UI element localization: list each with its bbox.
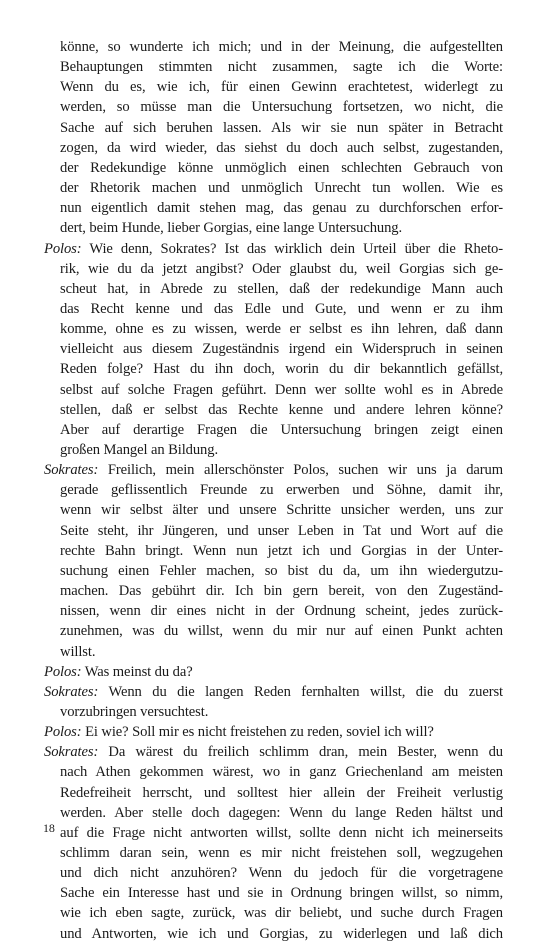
line-text: der Redekundige könne unmöglich einen schlechten Gebrauch von xyxy=(60,159,503,176)
speaker-name: Sokrates: xyxy=(44,744,99,761)
line-text: könne, so wunderte ich mich; und in der Meinung, die aufgestellten xyxy=(60,39,503,55)
page-number: 18 xyxy=(43,821,55,835)
line-text: werden, so müsse man die Untersuchung fortsetzen, wo nicht, die xyxy=(60,99,503,116)
line-text: Reden folge? Hast du ihn doch, worin du dir bekanntlich gefällst, xyxy=(60,361,503,378)
line-text: zogen, da wird wieder, das siehst du doch auch selbst, zugestanden, xyxy=(60,139,503,156)
text-line xyxy=(60,762,503,782)
text-line xyxy=(60,541,503,561)
text-line xyxy=(60,420,503,440)
text-line xyxy=(60,400,503,420)
speaker-line xyxy=(44,239,503,259)
line-text: wenn wir selbst älter und unsere Schritte unsicher werden, uns zur xyxy=(60,502,503,519)
text-line xyxy=(60,521,503,541)
text-line xyxy=(60,924,503,944)
text-line xyxy=(60,299,503,319)
line-text: und dich nicht anzuhören? Wenn du jedoch für die vorgetragene xyxy=(60,865,503,882)
line-text: Was meinst du da? xyxy=(81,663,193,680)
text-line xyxy=(60,359,503,379)
text-line xyxy=(60,702,503,722)
line-text: machen. Das gebührt dir. Ich bin gern bereit, von den Zugeständ- xyxy=(60,583,503,600)
line-text: das Recht kenne und das Edle und Gute, und wenn er zu ihm xyxy=(60,300,503,317)
line-text: auf die Frage nicht antworten willst, sollte denn nicht ich meinerseits xyxy=(60,824,503,841)
text-line xyxy=(60,279,503,299)
text-line xyxy=(60,319,503,339)
line-text: Behauptungen stimmten nicht zusammen, sagte ich die Worte: xyxy=(60,59,503,76)
line-text: Ei wie? Soll mir es nicht freistehen zu reden, soviel ich will? xyxy=(81,724,434,741)
speaker-line xyxy=(44,662,503,682)
speaker-line xyxy=(44,682,503,702)
text-line xyxy=(60,57,503,77)
text-line xyxy=(60,259,503,279)
line-text: Sache ein Interesse hast und sie in Ordnung bringen willst, so nimm, xyxy=(60,885,503,902)
line-text: Freilich, mein allerschönster Polos, suchen wir uns ja darum xyxy=(98,462,503,479)
line-text: vielleicht aus diesem Zugeständnis irgend ein Widerspruch in seinen xyxy=(60,341,503,358)
text-line xyxy=(60,500,503,520)
speaker-line xyxy=(44,742,503,762)
line-text: selbst auf solche Fragen geführt. Denn wer sollte wohl es in Abrede xyxy=(60,381,503,398)
text-line xyxy=(60,138,503,158)
line-text: rik, wie du da jetzt angibst? Oder glaubst du, weil Gorgias sich ge- xyxy=(60,260,503,277)
line-text: Seite steht, ihr Jüngeren, und unser Leben in Tat und Wort auf die xyxy=(60,522,503,539)
text-line xyxy=(60,480,503,500)
line-text: schlimm daran sein, wenn es mir nicht freistehen soll, wegzugehen xyxy=(60,845,503,861)
text-line xyxy=(60,77,503,97)
speaker-name: Polos: xyxy=(44,724,82,741)
line-text: Wenn du die langen Reden fernhalten willst, die du zuerst xyxy=(98,683,503,700)
text-line xyxy=(60,561,503,581)
text-line xyxy=(60,118,503,138)
line-text: gerade geflissentlich Freunde zu erwerben und Söhne, damit ihr, xyxy=(60,482,503,499)
line-text: und Antworten, wie ich und Gorgias, zu widerlegen und laß dich xyxy=(60,925,503,942)
line-text: suchung einen Fehler machen, so bist du da, um ihn wiedergutzu- xyxy=(60,562,503,579)
text-line xyxy=(60,440,503,460)
line-text: werden. Aber stelle doch dagegen: Wenn du lange Reden hältst und xyxy=(60,804,503,821)
text-line xyxy=(60,97,503,117)
text-line xyxy=(60,803,503,823)
speaker-line xyxy=(44,460,503,480)
speaker-name: Polos: xyxy=(44,240,82,257)
text-line xyxy=(60,380,503,400)
text-line xyxy=(60,621,503,641)
text-line xyxy=(60,863,503,883)
text-line xyxy=(60,823,503,843)
text-line xyxy=(60,37,503,57)
line-text: dert, beim Hunde, lieber Gorgias, eine lange Untersuchung. xyxy=(60,220,403,237)
line-text: stellen, daß er selbst das Rechte kenne und andere lehren könne? xyxy=(60,401,503,418)
line-text: scheut hat, in Abrede zu stellen, daß der redekundige Mann auch xyxy=(60,280,503,297)
line-text: Sache auf sich beruhen lassen. Als wir sie nun später in Betracht xyxy=(60,119,503,136)
text-line xyxy=(60,843,503,863)
line-text: willst. xyxy=(60,643,96,660)
text-line xyxy=(60,783,503,803)
line-text: Da wärest du freilich schlimm dran, mein Bester, wenn du xyxy=(98,744,503,761)
line-text: komme, ohne es zu wissen, werde er selbst es ihn lehren, daß dann xyxy=(60,321,503,338)
speaker-line xyxy=(44,722,503,742)
text-line xyxy=(60,158,503,178)
text-line xyxy=(60,903,503,923)
speaker-name: Sokrates: xyxy=(44,462,99,479)
line-text: nach Athen gekommen wärest, wo in ganz Griechenland am meisten xyxy=(60,764,503,781)
text-line xyxy=(60,642,503,662)
text-line xyxy=(60,581,503,601)
line-text: Wie denn, Sokrates? Ist das wirklich dein Urteil über die Rheto- xyxy=(81,240,503,257)
text-line xyxy=(60,178,503,198)
line-text: Wenn du es, wie ich, für einen Gewinn erachtetest, widerlegt zu xyxy=(60,79,503,96)
speaker-name: Polos: xyxy=(44,663,82,680)
line-text: wie ich eben sagte, zurück, was dir beliebt, und suche durch Fragen xyxy=(60,905,503,922)
line-text: rechte Bahn bringt. Wenn nun jetzt ich und Gorgias in der Unter- xyxy=(60,542,503,559)
text-line xyxy=(60,601,503,621)
line-text: Aber auf derartige Fragen die Untersuchung bringen zeigt einen xyxy=(60,421,503,438)
line-text: vorzubringen versuchtest. xyxy=(60,703,209,720)
text-line xyxy=(60,883,503,903)
text-line xyxy=(60,218,503,238)
line-text: der Rhetorik machen und unmöglich Unrecht tun wollen. Wie es xyxy=(60,180,503,197)
line-text: nissen, wenn dir eines nicht in der Ordnung scheint, jedes zurück- xyxy=(60,603,503,620)
line-text: großen Mangel an Bildung. xyxy=(60,442,219,458)
speaker-name: Sokrates: xyxy=(44,683,99,700)
text-line xyxy=(60,339,503,359)
line-text: zunehmen, was du willst, wenn du mir nur auf einen Punkt achten xyxy=(60,623,503,640)
line-text: Redefreiheit herrscht, und solltest hier allein der Freiheit verlustig xyxy=(60,784,503,801)
line-text: nun eigentlich damit stehen mag, das genau zu durchforschen erfor- xyxy=(60,200,503,217)
text-line xyxy=(60,198,503,218)
